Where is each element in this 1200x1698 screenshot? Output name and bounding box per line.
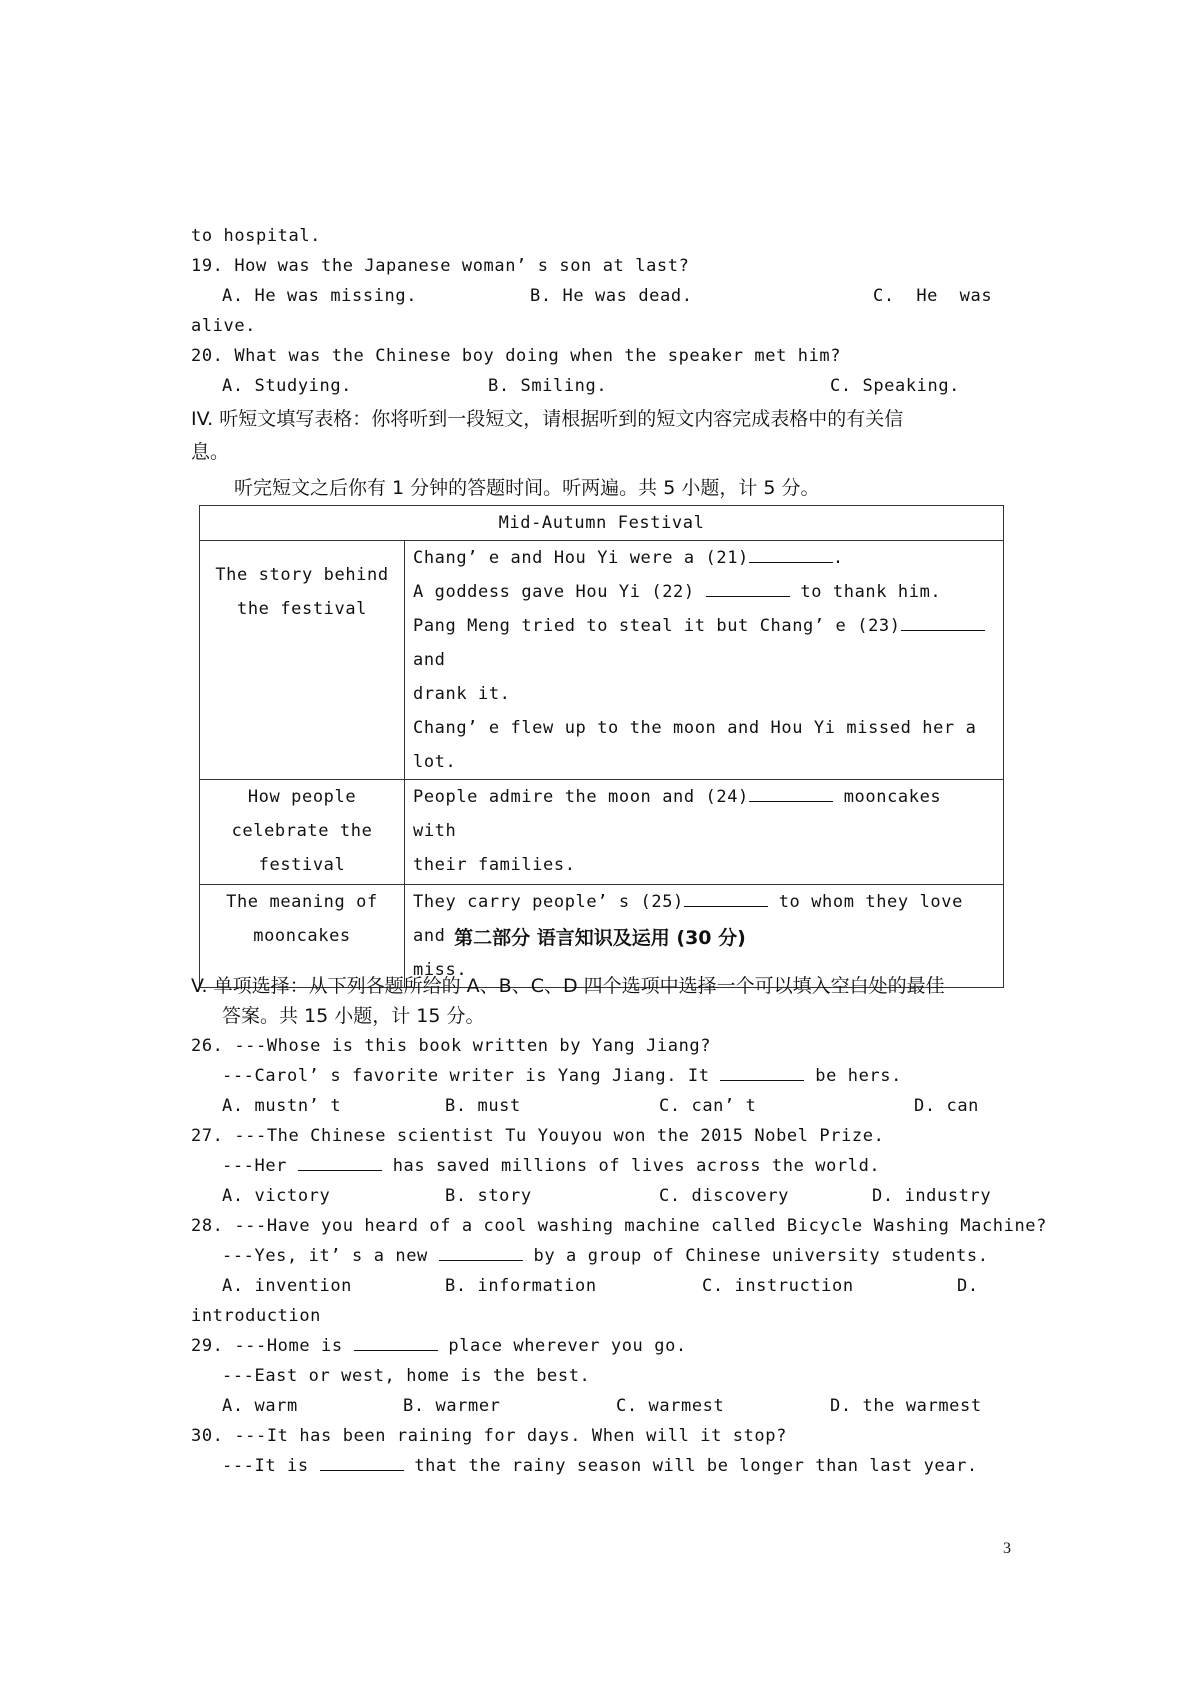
question-20-option-c: C. Speaking. xyxy=(830,376,961,396)
question-20-stem: 20. What was the Chinese boy doing when the speaker met him? xyxy=(191,346,842,366)
question-29-answer: ---East or west, home is the best. xyxy=(222,1366,591,1386)
story-line-moon: Chang’ e flew up to the moon and Hou Yi missed her a lot. xyxy=(413,718,977,772)
question-26-answer-post: be hers. xyxy=(804,1066,902,1086)
table-title xyxy=(200,506,1004,541)
section-4-heading-line1: IV. 听短文填写表格：你将听到一段短文，请根据听到的短文内容完成表格中的有关信 xyxy=(191,408,904,430)
row-label-celebrate: How people celebrate the festival xyxy=(231,787,373,875)
question-28-option-c: C. instruction xyxy=(702,1276,854,1296)
section-5-heading-line2: 答案。共 15 小题，计 15 分。 xyxy=(222,1005,485,1027)
celebrate-line-24-end: mooncakes with xyxy=(413,787,942,841)
question-29-option-c: C. warmest xyxy=(616,1396,725,1416)
question-28-stem: 28. ---Have you heard of a cool washing machine called Bicycle Washing Machine? xyxy=(191,1216,1047,1236)
row-label-story: The story behind the festival xyxy=(215,565,389,619)
blank-29[interactable] xyxy=(354,1332,438,1351)
meaning-line-25-text: They carry people’ s (25) xyxy=(413,892,684,912)
section-5-heading-line1: V. 单项选择：从下列各题所给的 A、B、C、D 四个选项中选择一个可以填入空白处的最佳 xyxy=(191,975,945,997)
question-29-stem-pre: 29. ---Home is xyxy=(191,1336,354,1356)
table-row-label xyxy=(200,780,405,885)
question-28-answer-pre: ---Yes, it’ s a new xyxy=(222,1246,439,1266)
story-line-22-text: A goddess gave Hou Yi (22) xyxy=(413,582,695,602)
page-number: 3 xyxy=(1003,1540,1011,1557)
question-29-option-a: A. warm xyxy=(222,1396,298,1416)
section-4-heading-line3: 听完短文之后你有 1 分钟的答题时间。听两遍。共 5 小题，计 5 分。 xyxy=(234,477,820,499)
story-line-22-end: to thank him. xyxy=(789,582,942,602)
question-27-option-c: C. discovery xyxy=(659,1186,790,1206)
question-27-answer-post: has saved millions of lives across the world. xyxy=(381,1156,881,1176)
question-26-option-b: B. must xyxy=(445,1096,521,1116)
story-line-21-end: . xyxy=(832,548,844,568)
question-26-stem: 26. ---Whose is this book written by Yang Jiang? xyxy=(191,1036,712,1056)
story-line-21-text: Chang’ e and Hou Yi were a (21) xyxy=(413,548,749,568)
question-28-option-b: B. information xyxy=(445,1276,597,1296)
question-29-stem-post: place wherever you go. xyxy=(437,1336,687,1356)
story-line-drank: drank it. xyxy=(413,684,511,704)
blank-28[interactable] xyxy=(439,1242,523,1261)
question-30-stem: 30. ---It has been raining for days. When will it stop? xyxy=(191,1426,787,1446)
question-27-option-d: D. industry xyxy=(872,1186,992,1206)
question-29-option-d: D. the warmest xyxy=(830,1396,982,1416)
table-title-text: Mid-Autumn Festival xyxy=(498,513,705,533)
story-line-23-text: Pang Meng tried to steal it but Chang’ e (23) xyxy=(413,616,901,636)
question-19-stem: 19. How was the Japanese woman’ s son at last? xyxy=(191,256,690,276)
section-4-heading-line2: 息。 xyxy=(191,441,230,463)
celebrate-line-24-text: People admire the moon and (24) xyxy=(413,787,749,807)
question-26-answer-pre: ---Carol’ s favorite writer is Yang Jiang. It xyxy=(222,1066,721,1086)
blank-25[interactable] xyxy=(684,888,768,907)
blank-30[interactable] xyxy=(320,1452,404,1471)
blank-26[interactable] xyxy=(720,1062,804,1081)
blank-24[interactable] xyxy=(749,783,833,802)
story-line-23 xyxy=(413,609,995,677)
question-26-option-c: C. can’ t xyxy=(659,1096,757,1116)
table-row-content xyxy=(405,780,1004,885)
question-28-answer xyxy=(222,1241,989,1271)
part-2-title: 第二部分 语言知识及运用 (30 分) xyxy=(454,927,746,949)
question-27-answer xyxy=(222,1151,880,1181)
blank-23[interactable] xyxy=(901,612,985,631)
celebrate-line-families: their families. xyxy=(413,855,576,875)
question-28-answer-post: by a group of Chinese university students. xyxy=(522,1246,989,1266)
question-19-option-c-tail: alive. xyxy=(191,316,257,336)
question-27-option-b: B. story xyxy=(445,1186,532,1206)
table-row-label xyxy=(200,541,405,780)
question-30-answer xyxy=(222,1451,978,1481)
question-19-option-a: A. He was missing. xyxy=(222,286,418,306)
question-30-answer-pre: ---It is xyxy=(222,1456,320,1476)
meaning-line-miss: miss. xyxy=(413,960,468,980)
story-line-23-end: and xyxy=(413,650,446,670)
meaning-line-25-end: to whom they love and xyxy=(413,892,963,946)
question-28-option-a: A. invention xyxy=(222,1276,353,1296)
blank-27[interactable] xyxy=(298,1152,382,1171)
question-26-answer xyxy=(222,1061,902,1091)
blank-22[interactable] xyxy=(706,578,790,597)
blank-21[interactable] xyxy=(749,544,833,563)
row-label-meaning: The meaning of mooncakes xyxy=(226,892,378,946)
question-29-stem xyxy=(191,1331,687,1361)
question-27-answer-pre: ---Her xyxy=(222,1156,298,1176)
question-27-option-a: A. victory xyxy=(222,1186,331,1206)
question-26-option-a: A. mustn’ t xyxy=(222,1096,342,1116)
question-20-option-b: B. Smiling. xyxy=(488,376,608,396)
story-line-22 xyxy=(413,575,995,609)
question-20-option-a: A. Studying. xyxy=(222,376,353,396)
question-27-stem: 27. ---The Chinese scientist Tu Youyou won the 2015 Nobel Prize. xyxy=(191,1126,885,1146)
story-line-21 xyxy=(413,541,995,575)
question-28-option-d: D. xyxy=(957,1276,979,1296)
question-28-option-d-tail: introduction xyxy=(191,1306,322,1326)
question-26-option-d: D. can xyxy=(914,1096,980,1116)
mid-autumn-table xyxy=(199,505,1004,988)
question-30-answer-post: that the rainy season will be longer than last year. xyxy=(403,1456,978,1476)
question-19-option-b: B. He was dead. xyxy=(530,286,693,306)
table-row-content xyxy=(405,541,1004,780)
intro-tail: to hospital. xyxy=(191,226,322,246)
celebrate-line-24 xyxy=(413,780,995,848)
question-19-option-c: C. He was xyxy=(873,286,993,306)
question-29-option-b: B. warmer xyxy=(403,1396,501,1416)
